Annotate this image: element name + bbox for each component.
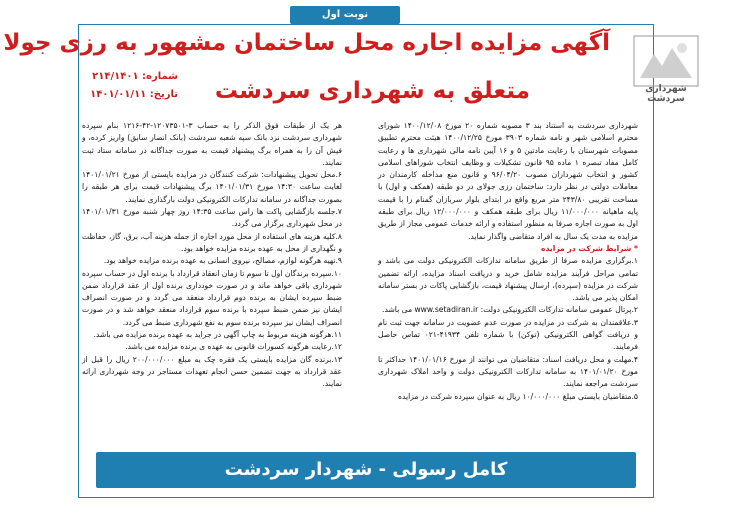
conditions-heading: * شرایط شرکت در مزایده (541, 243, 638, 253)
condition-item: ۱۲.رعایت هرگونه کسورات قانونی به عهده ی برنده مزایده می باشد. (125, 342, 342, 352)
reference-box (72, 68, 178, 110)
edition-badge: نوبت اول (290, 6, 400, 24)
left-text-column (82, 120, 342, 391)
condition-item: ۴.مهلت و محل دریافت اسناد: متقاضیان می توانند از مورخ ۱۴۰۱/۰۱/۱۶ حداکثر تا مورخ ۱۴۰۱/۰۱/۲۰ به سامانه تدارکات الکترونیکی دولت و واحد املاک شهرداری سردشت مراجعه نمایند. (378, 354, 638, 389)
condition-item: ۱.برگزاری مزایده صرفا از طریق سامانه تدارکات الکترونیکی دولت می باشد و تمامی مراحل فرآیند مزایده شامل خرید و دریافت اسناد مزایده، ارائه تضمین شرکت در مزایده (سپرده)، ارسال پیشنهاد قیمت، بازگشایی پاکات در بستر سامانه امکان پذیر می باشد. (378, 256, 638, 303)
reference-date: تاریخ: ۱۴۰۱/۰۱/۱۱ (90, 89, 178, 100)
condition-item: ۳.علاقمندان به شرکت در مزایده در صورت عدم عضویت در سامانه جهت ثبت نام و دریافت گواهی الکترونیکی (توکن) با شماره تلفن ۴۱۹۳۴-۰۲۱ تماس حاصل فرمایند. (378, 317, 638, 352)
condition-item: ۱۱.هرگونه هزینه مربوط به چاپ آگهی در جراید به عهده برنده مزایده می باشد. (93, 330, 342, 340)
ad-subtitle: متعلق به شهرداری سردشت (214, 78, 530, 104)
condition-item: ۹.تهیه هرگونه لوازم، مصالح، نیروی انسانی به عهده برنده مزایده خواهد بود. (103, 256, 342, 266)
condition-item: ۱۳.برنده گان مزایده بایستی یک فقره چک به مبلغ ۲۰۰/۰۰۰/۰۰۰ ریال را قبل از عقد قرارداد به جهت تضمین حسن انجام تعهدات مستاجر در وجه شهرداری ارائه نمایند. (82, 354, 343, 389)
reference-number: شماره: ۲۱۴/۱۴۰۱ (92, 71, 178, 82)
signature-footer: کامل رسولی - شهردار سردشت (96, 452, 636, 488)
right-text-column (378, 120, 638, 403)
condition-item: هر یک از طبقات فوق الذکر را به حساب ۳-۱۲۰۷۳۵۰۱-۴۲-۱۲۱۶ بنام سپرده شهرداری سردشت نزد بانک سپه شعبه سردشت (بانک انصار سابق) واریز کرده، و فیش آن را به همراه برگ پیشنهاد قیمت به صورت جداگانه در سامانه ستاد ثبت نمایند. (82, 121, 342, 167)
condition-item: ۷.جلسه بازگشایی پاکت ها راس ساعت ۱۴:۳۵ روز چهار شنبه مورخ ۱۴۰۱/۰۱/۳۱ در محل شهرداری برگزار می گردد. (82, 207, 342, 229)
municipality-logo (626, 34, 706, 104)
logo-emblem-icon (626, 34, 706, 90)
logo-text: شهرداری سردشت (645, 84, 687, 104)
intro-paragraph: شهرداری سردشت به استناد بند ۳ مصوبه شماره ۲۰ مورخ ۱۴۰۰/۱۲/۰۸ شورای محترم اسلامی شهر و نامه شماره ۳۹۰۳ مورخ ۱۴۰۰/۱۲/۲۵ هیئت محترم تطبیق مصوبات شهرستان با رعایت مادتین ۵ و ۱۶ آیین نامه مالی شهرداری ها و رعایت کامل مفاد تبصره ۱ ماده ۹۵ قانون تشکیلات و وظایف انتخاب شوراهای اسلامی کشور و انتخاب شهرداران مصوب ۹۶/۰۴/۲۰ و قانون منع مداخله کارمندان در معاملات دولتی در نظر دارد: ساختمان رزی جولای در دو طبقه (همکف و اول) با مساحت تقریبی ۲۴۳/۸۰ متر مربع واقع در ابتدای بلوار سربازان گمنام را با قیمت پایه ماهیانه ۱۱/۰۰۰/۰۰۰ ریال برای طبقه همکف و ۱۲/۰۰۰/۰۰۰ ریال برای طبقه اول به صورت اجاره صرفا به منظور استفاده و ارائه خدمات عمومی مجاز از طریق مزایده به مدت یک سال به افراد متقاضی واگذار نماید. (378, 121, 639, 241)
condition-item: ۲.پرتال عمومی سامانه تدارکات الکترونیکی دولت: www.setadiran.ir می باشد. (382, 305, 638, 315)
ad-title: آگهی مزایده اجاره محل ساختمان مشهور به رزی جولا (3, 30, 610, 56)
condition-item: ۱۰.سپرده برندگان اول تا سوم تا زمان انعقاد قرارداد با برنده اول در حساب سپرده شهرداری باقی خواهد ماند و در صورت خودداری برنده اول از عقد قرارداد ضمن ضبط سپرده ایشان به برنده دوم قرارداد منعقد می گردد و در صورت انصراف ایشان نیز ضمن ضبط سپرده با برنده سوم قرارداد منعقد خواهد شد و در صورت انصراف ایشان نیز سپرده برنده سوم به نفع شهرداری ضبط می گردد. (82, 268, 342, 327)
condition-item: ۸.کلیه هزینه های استفاده از محل مورد اجاره از جمله هزینه آب، برق، گاز، حفاظت و نگهداری از محل به عهده برنده مزایده خواهد بود. (82, 231, 342, 253)
condition-item: ۶.محل تحویل پیشنهادات: شرکت کنندگان در مزایده بایستی از مورخ ۱۴۰۱/۰۱/۲۱ لغایت ساعت ۱۴:۳۰ مورخ ۱۴۰۱/۰۱/۳۱ برگ پیشنهادات قیمت برای هر طبقه را بصورت جداگانه در سامانه تدارکات الکترونیکی دولت بارگذاری نمایند. (82, 170, 342, 204)
condition-item: ۵.متقاضیان بایستی مبلغ ۱۰/۰۰۰/۰۰۰ ریال به عنوان سپرده شرکت در مزایده (398, 391, 638, 401)
